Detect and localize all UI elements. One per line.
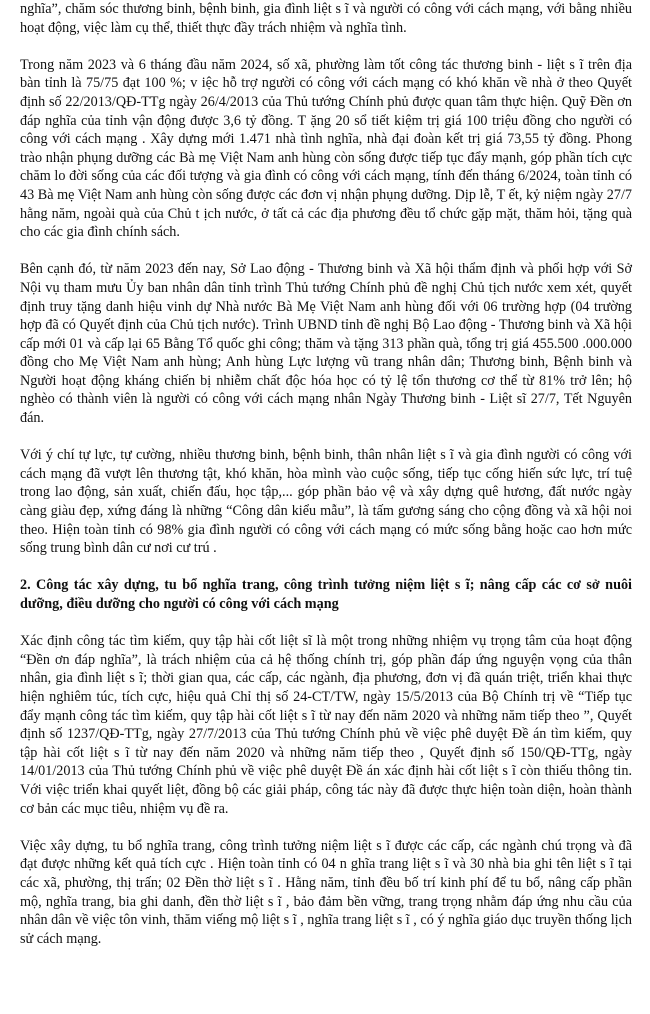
paragraph-intro-continuation: nghĩa”, chăm sóc thương binh, bệnh binh, gia đình liệt s ĩ và người có công với cách mạng, với bằng nhiều hoạt động, việc làm cụ thể, thiết thực đầy trách nhiệm và nghĩa tình. [20,1,632,36]
document-page [20,0,632,967]
paragraph-results-2023-2024: Trong năm 2023 và 6 tháng đầu năm 2024, số xã, phường làm tốt công tác thương binh - liệt s ĩ trên địa bàn tỉnh là 75/75 đạt 100 %; v iệc hỗ trợ người có công với cách mạng có khó khăn về nhà ở theo Quyết định số 22/2013/QĐ-TTg ngày 26/4/2013 của Thủ tướng Chính phủ được quan tâm thực hiện. Quỹ Đền ơn đáp nghĩa của tỉnh vận động được 3,6 tỷ đồng. T ặng 20 sổ tiết kiệm trị giá 100 triệu đồng cho người có công với cách mạng . Xây dựng mới 1.471 nhà tình nghĩa, nhà đại đoàn kết trị giá 73,55 tỷ đồng. Phong trào nhận phụng dưỡng các Bà mẹ Việt Nam anh hùng còn sống được tiếp tục đẩy mạnh, góp phần tích cực chăm lo đời sống của các đối tượng và gia đình có công với cách mạng, tính đến tháng 6/2024, toàn tỉnh có 43 Bà mẹ Việt Nam anh hùng còn sống được các đơn vị nhận phụng dưỡng. Dịp lễ, T ết, kỷ niệm ngày 27/7 hằng năm, ngoài quà của Chủ t ịch nước, ở tất cả các địa phương đều tổ chức gặp mặt, thăm hỏi, tặng quà cho các gia đình chính sách. [20,56,632,241]
section-heading: 2. Công tác xây dựng, tu bổ nghĩa trang, công trình tưởng niệm liệt s ĩ; nâng cấp các cơ sở nuôi dưỡng, điều dưỡng cho người có công với cách mạng [20,577,632,612]
paragraph-self-reliance: Với ý chí tự lực, tự cường, nhiều thương binh, bệnh binh, thân nhân liệt s ĩ và gia đình người có công với cách mạng đã vượt lên thương tật, khó khăn, hòa mình vào cuộc sống, tiếp tục cống hiến sức lực, trí tuệ trong lao động, sản xuất, chiến đấu, học tập,... góp phần bảo vệ và xây dựng quê hương, đất nước ngày càng giàu đẹp, xứng đáng là những “Công dân kiểu mẫu”, là tấm gương sáng cho cộng đồng và xã hội noi theo. Hiện toàn tỉnh có 98% gia đình người có công với cách mạng có mức sống bằng hoặc cao hơn mức sống trung bình dân cư nơi cư trú . [20,447,632,557]
paragraph-honors-and-gifts: Bên cạnh đó, từ năm 2023 đến nay, Sở Lao động - Thương binh và Xã hội thẩm định và phối hợp với Sở Nội vụ tham mưu Ủy ban nhân dân tỉnh trình Thủ tướng Chính phủ đề nghị Chủ tịch nước xem xét, quyết định truy tặng danh hiệu vinh dự Nhà nước Bà Mẹ Việt Nam anh hùng đối với 06 trường hợp (04 trường hợp đã có Quyết định của Chủ tịch nước). Trình UBND tỉnh đề nghị Bộ Lao động - Thương binh và Xã hội cấp mới 01 và cấp lại 65 Bằng Tổ quốc ghi công; thăm và tặng 313 phần quà, tổng trị giá 455.500 .000.000 đồng cho Mẹ Việt Nam anh hùng; Anh hùng Lực lượng vũ trang nhân dân; Thương binh, Bệnh binh và Người hoạt động kháng chiến bị nhiễm chất độc hóa học có tỷ lệ tổn thương cơ thể từ 81% trở lên; hộ nghèo có thành viên là người có công với cách mạng nhân Ngày Thương binh - Liệt sĩ 27/7, Tết Nguyên đán. [20,261,632,427]
paragraph-cemetery-construction: Việc xây dựng, tu bổ nghĩa trang, công trình tưởng niệm liệt s ĩ được các cấp, các ngành chú trọng và đã đạt được những kết quả tích cực . Hiện toàn tỉnh có 04 n ghĩa trang liệt s ĩ và 30 nhà bia ghi tên liệt s ĩ tại các xã, phường, thị trấn; 02 Đền thờ liệt s ĩ . Hằng năm, tỉnh đều bố trí kinh phí để tu bổ, nâng cấp phần mộ, nghĩa trang, bia ghi danh, đền thờ liệt s ĩ , bảo đảm bền vững, trang trọng nhằm đáp ứng nhu cầu của nhân dân về việc tôn vinh, thăm viếng mộ liệt s ĩ , nghĩa trang liệt s ĩ , có ý nghĩa giáo dục truyền thống lịch sử cách mạng. [20,837,632,947]
paragraph-remains-search: Xác định công tác tìm kiếm, quy tập hài cốt liệt sĩ là một trong những nhiệm vụ trọng tâm của hoạt động “Đền ơn đáp nghĩa”, là trách nhiệm của cả hệ thống chính trị, góp phần đáp ứng nguyện vọng của thân nhân, gia đình liệt s ĩ; thời gian qua, các cấp, các ngành, địa phương, đơn vị đã quán triệt, triển khai thực hiện nghiêm túc, tích cực, hiệu quả Chỉ thị số 24-CT/TW, ngày 15/5/2013 của Bộ Chính trị về “Tiếp tục đẩy mạnh công tác tìm kiếm, quy tập hài cốt liệt s ĩ từ nay đến năm 2020 và những năm tiếp theo ”, Quyết định số 1237/QĐ-TTg, ngày 27/7/2013 của Thủ tướng Chính phủ về việc phê duyệt Đề án tìm kiếm, quy tập hài cốt liệt s ĩ từ nay đến năm 2020 và những năm tiếp theo , Quyết định số 150/QĐ-TTg, ngày 14/01/2013 của Thủ tướng Chính phủ về việc phê duyệt Đề án xác định hài cốt liệt s ĩ còn thiếu thông tin. Với việc triển khai quyết liệt, đồng bộ các giải pháp, công tác này đã được thực hiện toàn diện, hoàn thành cơ bản các mục tiêu, nhiệm vụ đề ra. [20,633,632,817]
